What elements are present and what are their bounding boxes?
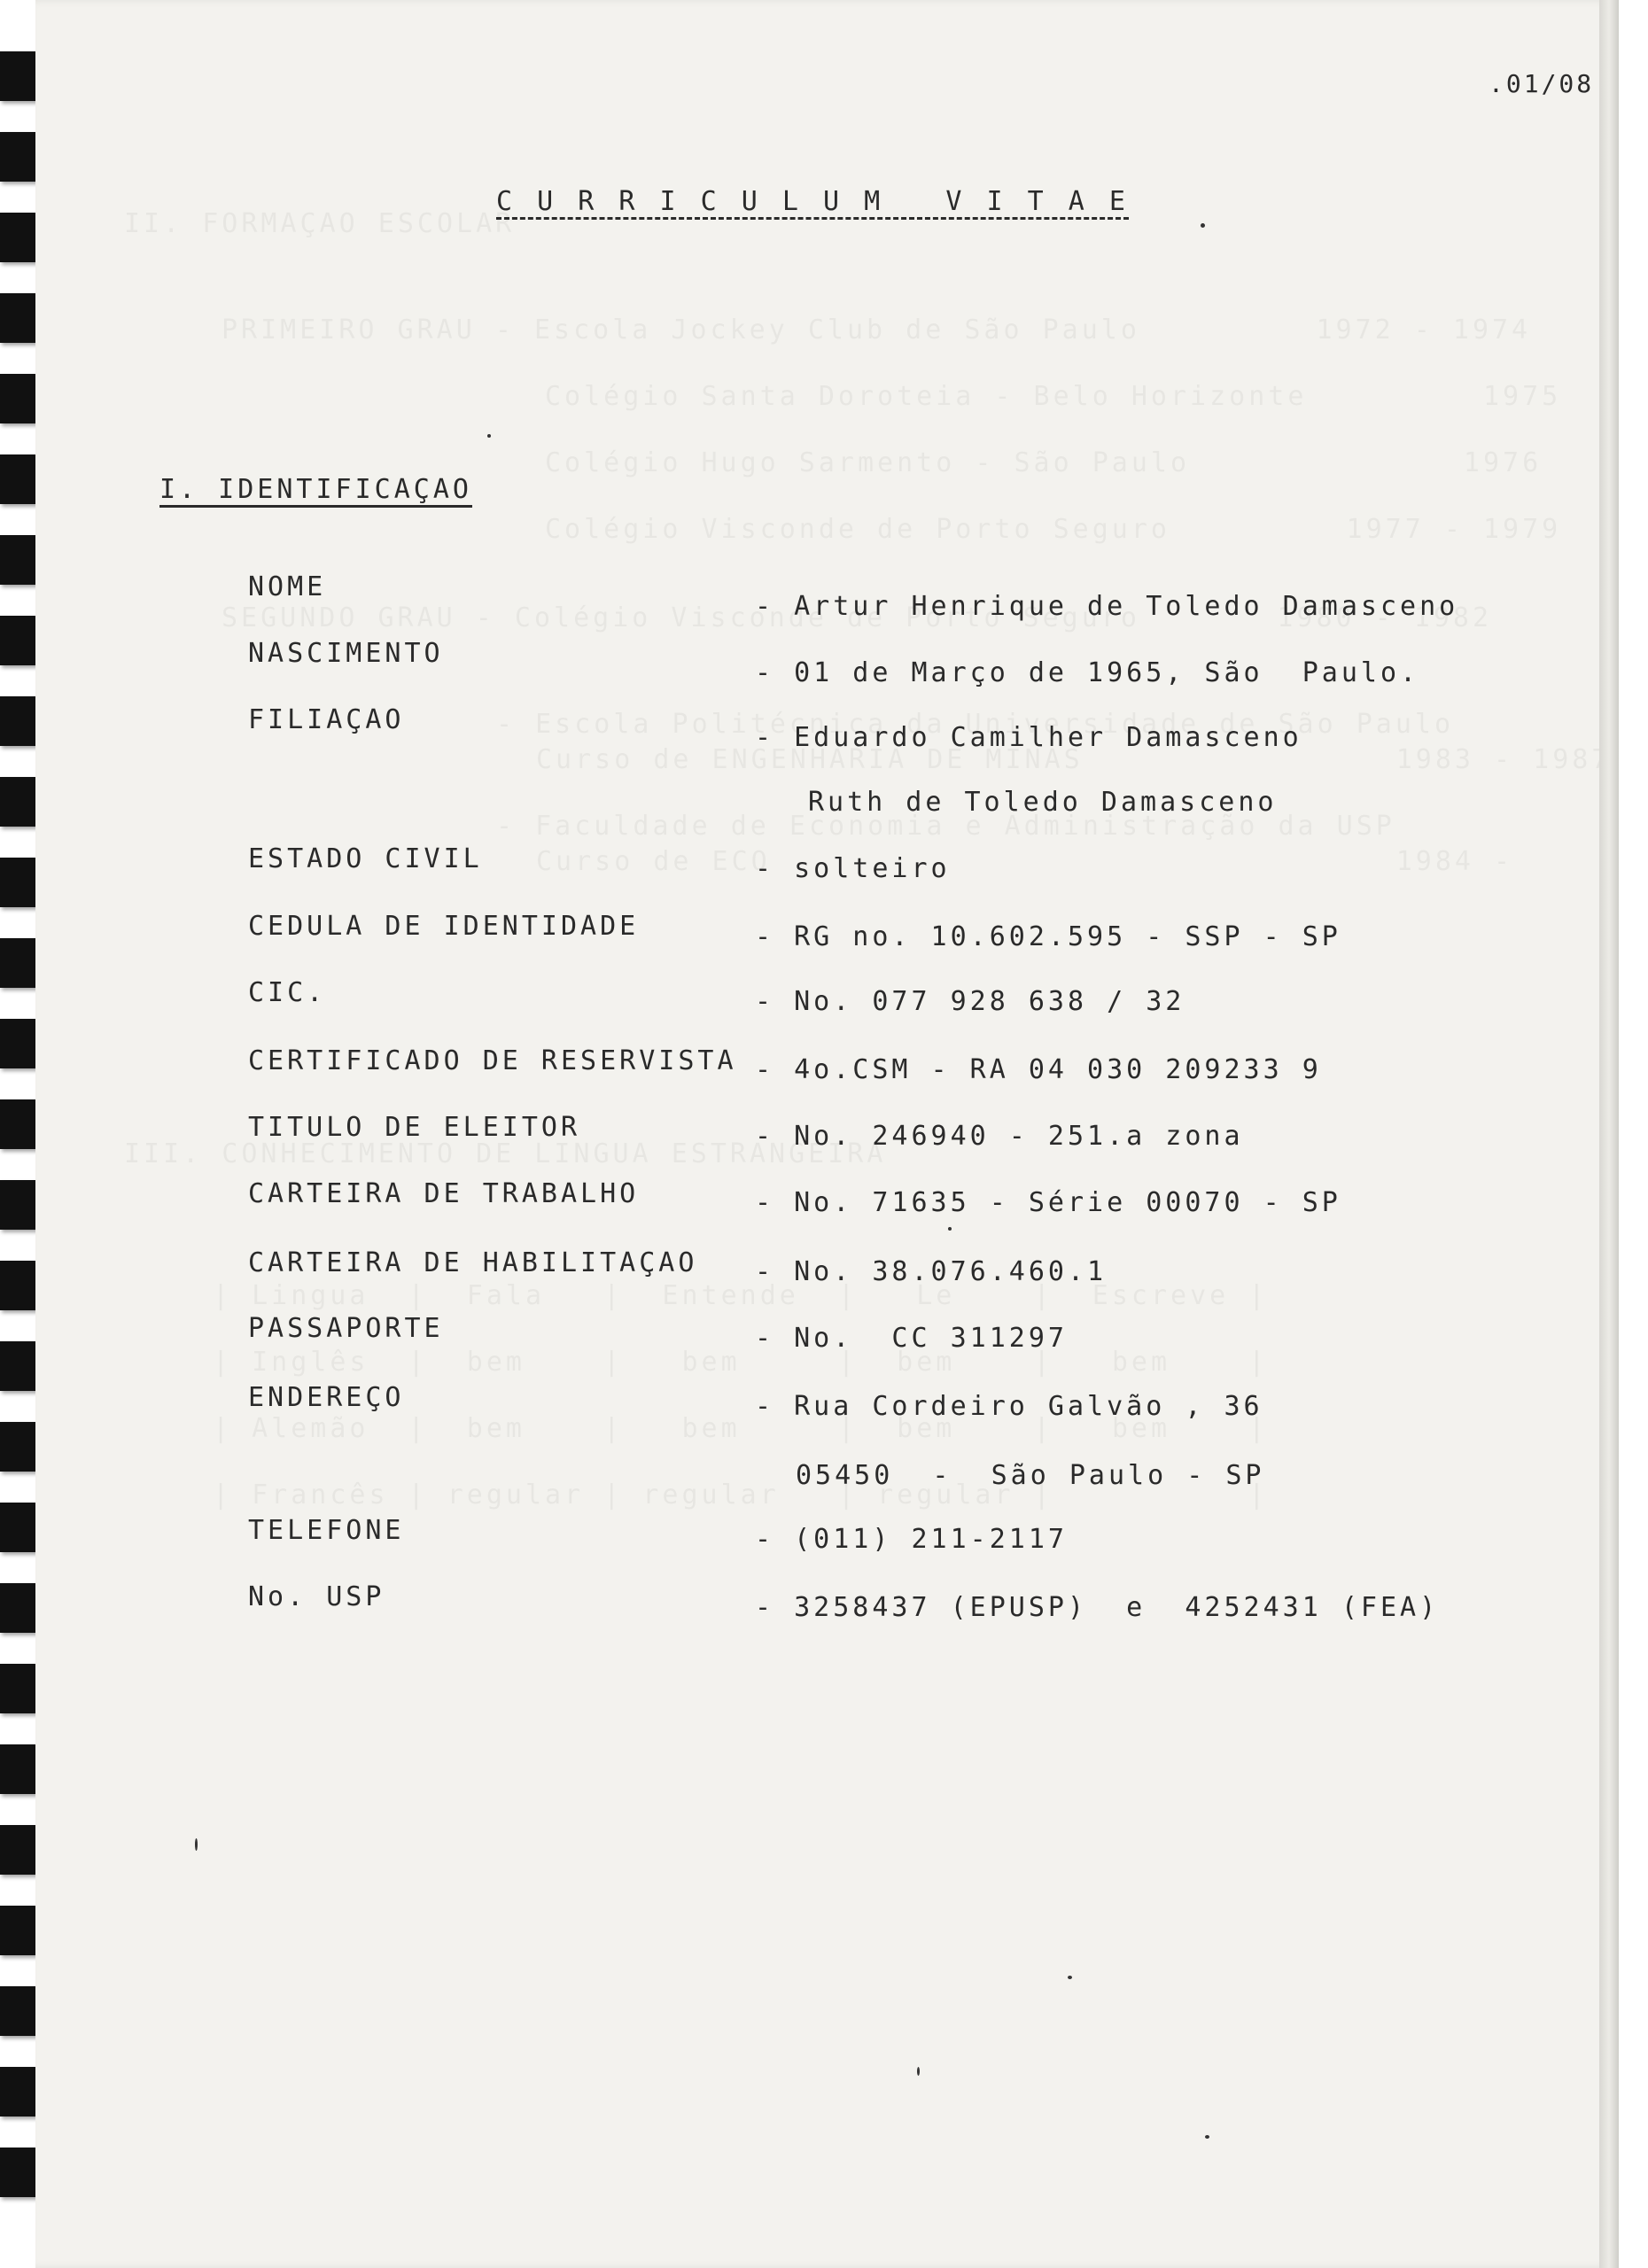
value-carteira-trabalho: - No. 71635 - Série 00070 - SP (755, 1187, 1341, 1218)
ink-speck (948, 1227, 952, 1231)
label-passaporte: PASSAPORTE (248, 1313, 444, 1344)
label-endereco: ENDEREÇO (248, 1382, 405, 1413)
page-edge (1599, 0, 1619, 2268)
label-habilitacao: CARTEIRA DE HABILITAÇAO (248, 1247, 698, 1278)
value-habilitacao: - No. 38.076.460.1 (755, 1256, 1108, 1287)
ink-speck (195, 1838, 198, 1851)
value-passaporte: - No. CC 311297 (755, 1323, 1068, 1354)
value-cic: - No. 077 928 638 / 32 (755, 986, 1185, 1017)
label-nascimento: NASCIMENTO (248, 638, 444, 669)
label-carteira-trabalho: CARTEIRA DE TRABALHO (248, 1178, 640, 1209)
document-title: C U R R I C U L U M V I T A E (496, 186, 1130, 217)
value-telefone: - (011) 211-2117 (755, 1524, 1068, 1555)
value-nome: - Artur Henrique de Toledo Damasceno (755, 591, 1459, 622)
ink-speck (917, 2067, 920, 2076)
document-page (35, 0, 1613, 2268)
label-numero-usp: No. USP (248, 1581, 385, 1612)
value-endereco-rua: - Rua Cordeiro Galvão , 36 (755, 1391, 1263, 1422)
ink-speck (1068, 1976, 1072, 1979)
ink-speck (1205, 2135, 1209, 2139)
ink-speck (1201, 223, 1205, 228)
label-estado-civil: ESTADO CIVIL (248, 843, 483, 874)
ink-speck (487, 434, 491, 438)
label-cic: CIC. (248, 977, 327, 1008)
value-cedula: - RG no. 10.602.595 - SSP - SP (755, 921, 1341, 952)
label-reservista: CERTIFICADO DE RESERVISTA (248, 1045, 737, 1076)
section-title: I. IDENTIFICAÇAO (159, 474, 472, 505)
value-estado-civil: - solteiro (755, 853, 951, 884)
page-number: .01/08 (1489, 69, 1595, 98)
value-nascimento: - 01 de Março de 1965, São Paulo. (755, 657, 1420, 688)
label-nome: NOME (248, 571, 327, 602)
value-endereco-cep: 05450 - São Paulo - SP (796, 1460, 1265, 1491)
label-filiacao: FILIAÇAO (248, 704, 405, 735)
label-titulo-eleitor: TITULO DE ELEITOR (248, 1112, 581, 1143)
label-telefone: TELEFONE (248, 1515, 405, 1546)
value-reservista: - 4o.CSM - RA 04 030 209233 9 (755, 1054, 1322, 1085)
value-titulo-eleitor: - No. 246940 - 251.a zona (755, 1121, 1244, 1152)
value-filiacao-pai: - Eduardo Camilher Damasceno (755, 722, 1302, 753)
value-numero-usp: - 3258437 (EPUSP) e 4252431 (FEA) (755, 1592, 1440, 1623)
value-filiacao-mae: Ruth de Toledo Damasceno (808, 787, 1278, 818)
label-cedula: CEDULA DE IDENTIDADE (248, 911, 640, 942)
